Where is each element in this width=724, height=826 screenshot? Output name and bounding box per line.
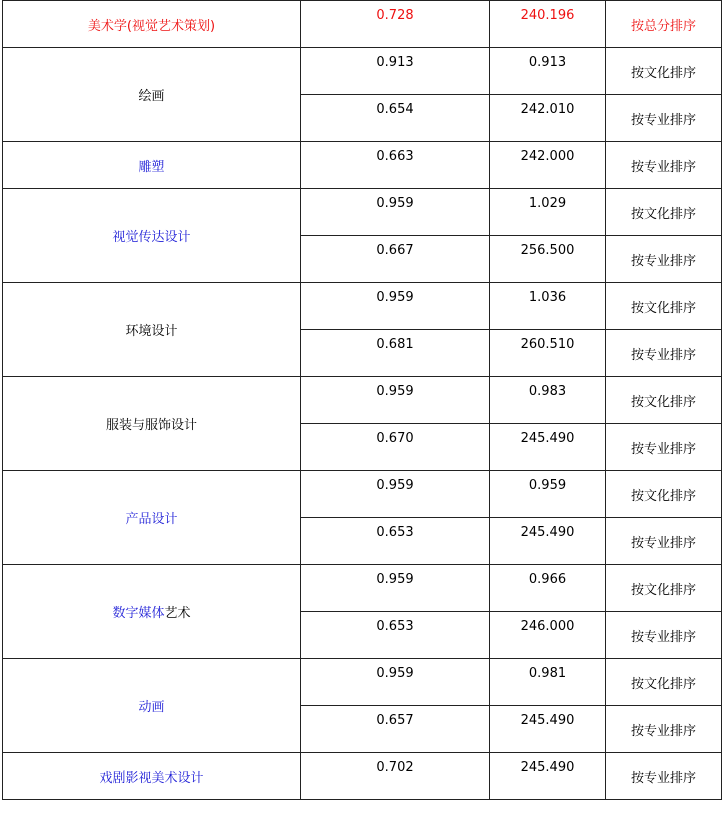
ratio-value-cell: 0.959: [301, 565, 490, 612]
major-name: 服装与服饰设计: [105, 418, 197, 433]
score-value-cell: 256.500: [490, 236, 606, 283]
score-value-cell: 0.913: [490, 48, 606, 95]
score-value-cell: 242.010: [490, 95, 606, 142]
table-row: [3, 565, 722, 612]
ranking-rule-cell: 按专业排序: [606, 706, 722, 753]
table-row: [3, 753, 722, 800]
major-name: 戏剧影视美术设计: [99, 770, 204, 786]
ratio-value-cell: 0.667: [301, 236, 490, 283]
ratio-value-cell: 0.653: [301, 612, 490, 659]
table-row: [3, 377, 722, 424]
major-name: 绘画: [138, 89, 165, 104]
major-name-cell: [3, 377, 301, 471]
table-body: [3, 1, 722, 800]
major-name: 环境设计: [125, 324, 178, 339]
ranking-rule-cell: 按专业排序: [606, 753, 722, 800]
ranking-rule-cell: 按文化排序: [606, 377, 722, 424]
major-name-cell: [3, 283, 301, 377]
major-name-cell: [3, 142, 301, 189]
major-name-cell: [3, 565, 301, 659]
table-row: [3, 189, 722, 236]
ranking-rule-cell: 按总分排序: [606, 1, 722, 48]
ratio-value-cell: 0.653: [301, 518, 490, 565]
table-row: [3, 142, 722, 189]
major-name: 美术学(视觉艺术策划): [87, 18, 216, 34]
ratio-value-cell: 0.663: [301, 142, 490, 189]
major-name-cell: [3, 48, 301, 142]
ranking-rule-cell: 按专业排序: [606, 424, 722, 471]
ranking-rule-cell: 按专业排序: [606, 330, 722, 377]
score-value-cell: 1.036: [490, 283, 606, 330]
ratio-value-cell: 0.702: [301, 753, 490, 800]
major-name-part: 数字媒体: [112, 606, 165, 621]
major-name-cell: [3, 471, 301, 565]
ranking-rule-cell: 按文化排序: [606, 283, 722, 330]
major-name-cell: [3, 1, 301, 48]
ratio-value-cell: 0.959: [301, 377, 490, 424]
major-name-cell: [3, 189, 301, 283]
table-row: [3, 283, 722, 330]
table-row: [3, 659, 722, 706]
ranking-rule-cell: 按专业排序: [606, 612, 722, 659]
score-value-cell: 242.000: [490, 142, 606, 189]
ratio-value-cell: 0.959: [301, 189, 490, 236]
ratio-value-cell: 0.670: [301, 424, 490, 471]
ratio-value-cell: 0.959: [301, 283, 490, 330]
major-name-part: 艺术: [164, 606, 191, 621]
ranking-rule-cell: 按文化排序: [606, 189, 722, 236]
major-name-cell: [3, 753, 301, 800]
ranking-rule-cell: 按专业排序: [606, 236, 722, 283]
table-row: [3, 48, 722, 95]
major-name: 雕塑: [138, 159, 165, 175]
admission-score-table: [2, 0, 722, 800]
ratio-value-cell: 0.959: [301, 659, 490, 706]
ratio-value-cell: 0.913: [301, 48, 490, 95]
score-value-cell: 0.959: [490, 471, 606, 518]
score-value-cell: 245.490: [490, 518, 606, 565]
score-value-cell: 0.983: [490, 377, 606, 424]
score-value-cell: 1.029: [490, 189, 606, 236]
ratio-value-cell: 0.654: [301, 95, 490, 142]
score-value-cell: 245.490: [490, 706, 606, 753]
table-row: [3, 471, 722, 518]
ranking-rule-cell: 按文化排序: [606, 659, 722, 706]
major-name: 动画: [138, 700, 165, 715]
ranking-rule-cell: 按文化排序: [606, 48, 722, 95]
ratio-value-cell: 0.728: [301, 1, 490, 48]
score-value-cell: 240.196: [490, 1, 606, 48]
ranking-rule-cell: 按专业排序: [606, 518, 722, 565]
ranking-rule-cell: 按文化排序: [606, 471, 722, 518]
score-value-cell: 0.966: [490, 565, 606, 612]
ratio-value-cell: 0.657: [301, 706, 490, 753]
ratio-value-cell: 0.681: [301, 330, 490, 377]
ratio-value-cell: 0.959: [301, 471, 490, 518]
score-value-cell: 245.490: [490, 424, 606, 471]
ranking-rule-cell: 按专业排序: [606, 142, 722, 189]
score-value-cell: 245.490: [490, 753, 606, 800]
score-value-cell: 246.000: [490, 612, 606, 659]
table-row: [3, 1, 722, 48]
major-name: 产品设计: [125, 512, 178, 527]
score-value-cell: 0.981: [490, 659, 606, 706]
ranking-rule-cell: 按专业排序: [606, 95, 722, 142]
score-value-cell: 260.510: [490, 330, 606, 377]
ranking-rule-cell: 按文化排序: [606, 565, 722, 612]
major-name-cell: [3, 659, 301, 753]
major-name: 视觉传达设计: [112, 230, 191, 245]
